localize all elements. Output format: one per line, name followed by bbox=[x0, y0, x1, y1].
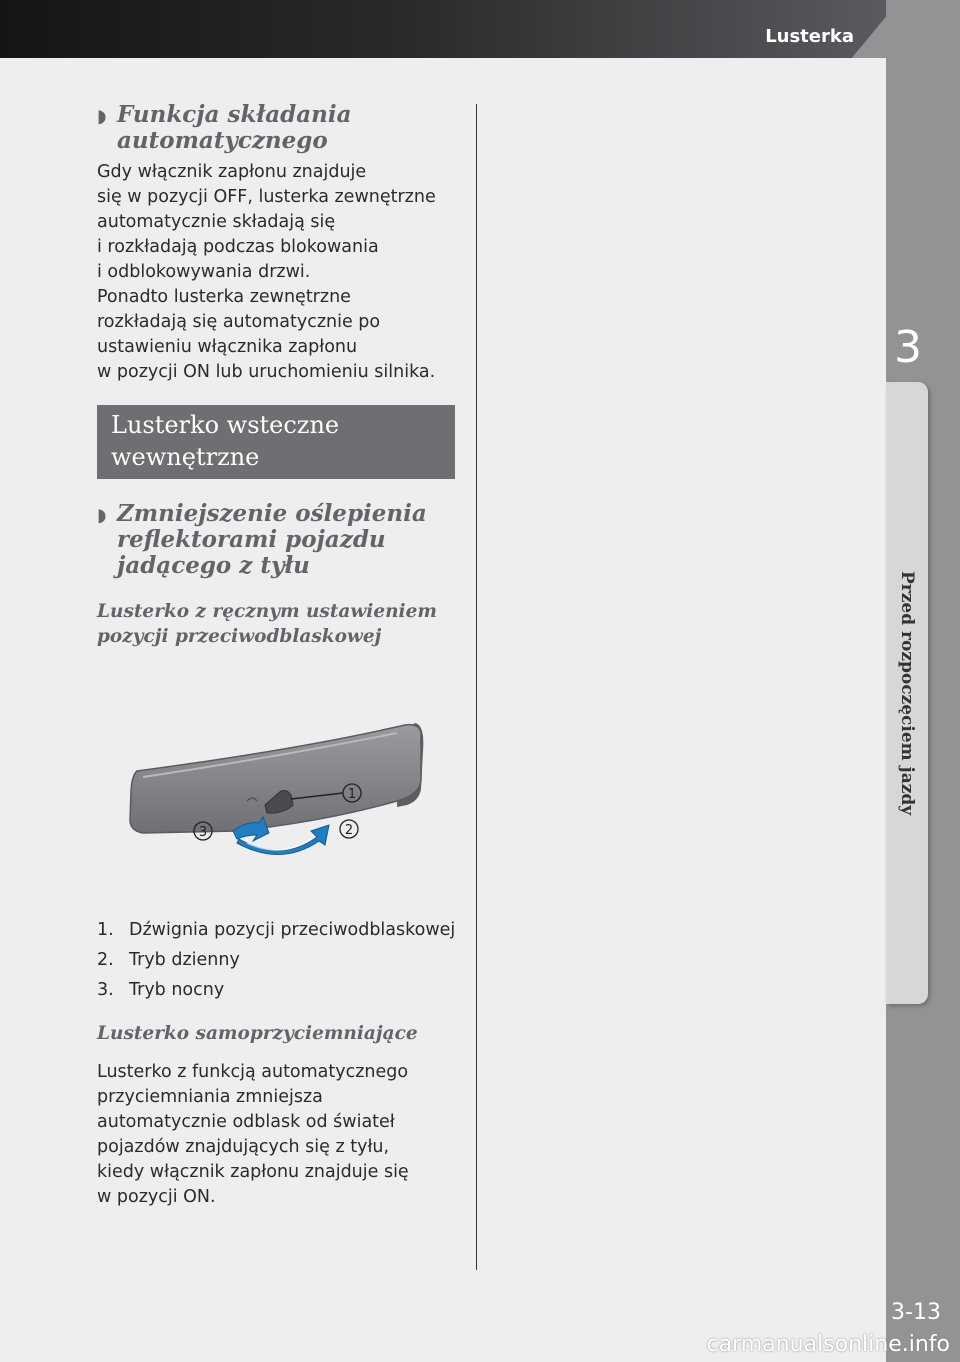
chapter-title: Przed rozpoczęciem jazdy bbox=[897, 570, 917, 816]
auto-dim-body: Lusterko z funkcją automatycznego przyciemniania zmniejsza automatycznie odblask od świateł pojazdów znajdujących się z tyłu, kiedy włącznik zapłonu znajduje się w pozycji ON. bbox=[97, 1062, 409, 1207]
mirror-illustration bbox=[97, 671, 457, 911]
heading-marker-icon: ◗ bbox=[97, 505, 107, 526]
auto-fold-body: Gdy włącznik zapłonu znajduje się w pozycji OFF, lusterka zewnętrzne automatycznie składają się i rozkładają podczas blokowania i odblokowywania drzwi. Ponadto lusterka zewnętrzne rozkładają się automatycznie po ustawieniu włącznika zapłonu w pozycji ON lub uruchomieniu silnika. bbox=[97, 162, 436, 382]
callout-2-label: 2 bbox=[344, 823, 354, 838]
manual-mirror-heading bbox=[97, 599, 457, 649]
list-item-text: Tryb nocny bbox=[129, 980, 225, 1000]
section-title: Lusterka bbox=[765, 26, 854, 47]
manual-heading-line2: pozycji przeciwodblaskowej bbox=[97, 626, 382, 647]
auto-fold-heading bbox=[97, 102, 457, 154]
list-item bbox=[97, 915, 457, 945]
list-item bbox=[97, 945, 457, 975]
auto-fold-heading-line1: Funkcja składania bbox=[117, 101, 352, 128]
column-divider bbox=[476, 104, 477, 1270]
callout-1-label: 1 bbox=[347, 787, 357, 802]
heading-marker-icon: ◗ bbox=[97, 106, 107, 127]
main-column bbox=[97, 102, 457, 1210]
glare-heading-line2: reflektorami pojazdu bbox=[117, 526, 386, 553]
legend-list bbox=[97, 915, 457, 1005]
chapter-number: 3 bbox=[894, 322, 922, 373]
glare-heading bbox=[97, 501, 457, 579]
list-item-number: 2. bbox=[97, 950, 114, 970]
section-heading-box bbox=[97, 405, 455, 479]
list-item-number: 1. bbox=[97, 920, 114, 940]
page-number: 3-13 bbox=[891, 1300, 941, 1325]
auto-fold-heading-line2: automatycznego bbox=[117, 127, 328, 154]
watermark: carmanualsonline.info bbox=[706, 1332, 950, 1357]
section-title-line1: Lusterko wsteczne bbox=[111, 411, 340, 439]
callout-3-label: 3 bbox=[198, 825, 208, 840]
list-item bbox=[97, 975, 457, 1005]
list-item-number: 3. bbox=[97, 980, 114, 1000]
list-item-text: Tryb dzienny bbox=[129, 950, 240, 970]
chapter-tab-label-wrap bbox=[886, 382, 928, 1004]
list-item-text: Dźwignia pozycji przeciwodblaskowej bbox=[129, 920, 456, 940]
auto-dim-heading: Lusterko samoprzyciemniające bbox=[97, 1023, 418, 1044]
glare-heading-line1: Zmniejszenie oślepienia bbox=[117, 500, 427, 527]
section-title-line2: wewnętrzne bbox=[111, 443, 260, 471]
glare-heading-line3: jadącego z tyłu bbox=[117, 552, 310, 579]
mirror-body bbox=[130, 725, 421, 833]
manual-heading-line1: Lusterko z ręcznym ustawieniem bbox=[97, 601, 437, 622]
rearview-mirror-figure bbox=[97, 671, 457, 911]
